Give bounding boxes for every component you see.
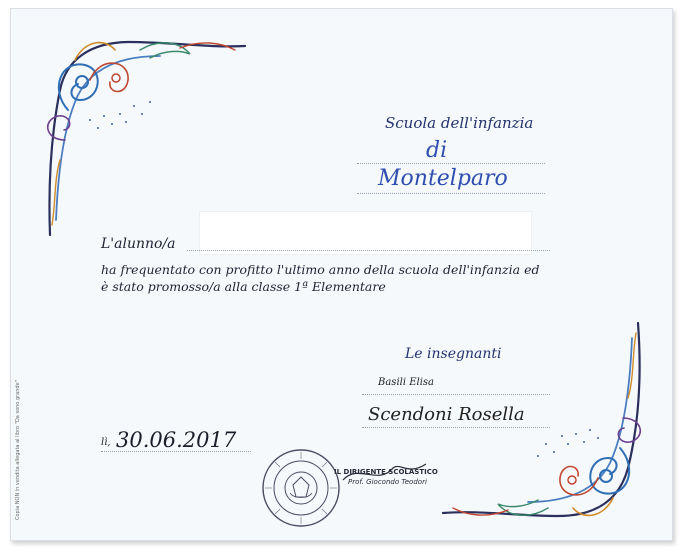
- school-title: Scuola dell'infanzia: [385, 114, 534, 132]
- teachers-heading: Le insegnanti: [405, 346, 502, 362]
- school-place: Montelparo: [378, 166, 508, 191]
- teacher-line-2: [362, 427, 550, 428]
- promoted-line: è stato promosso/a alla classe 1ª Elementare: [101, 279, 386, 294]
- school-line-2: [357, 193, 545, 194]
- dirigente-signature-icon: [338, 458, 438, 488]
- school-seal-icon: [260, 447, 342, 529]
- frequented-line: ha frequentato con profitto l'ultimo anno della scuola dell'infanzia ed: [101, 262, 540, 277]
- school-line-1: [357, 163, 545, 164]
- school-preposition: di: [426, 138, 448, 163]
- date-line: [101, 451, 251, 452]
- teacher-signature-1: Basili Elisa: [378, 377, 435, 388]
- date-value: 30.06.2017: [116, 428, 237, 452]
- teacher-signature-2: Scendoni Rosella: [368, 404, 525, 425]
- side-note: Copia NON in vendita allegata al libro "Da sono grande": [15, 380, 21, 520]
- date-prefix: lì,: [101, 437, 111, 448]
- student-line: [187, 250, 550, 251]
- student-name-redacted: [199, 211, 532, 255]
- student-label: L'alunno/a: [101, 236, 176, 252]
- dirigente-label: IL DIRIGENTE SCOLASTICO: [334, 468, 438, 476]
- teacher-line-1: [362, 394, 550, 395]
- dirigente-name: Prof. Giocondo Teodori: [348, 478, 427, 486]
